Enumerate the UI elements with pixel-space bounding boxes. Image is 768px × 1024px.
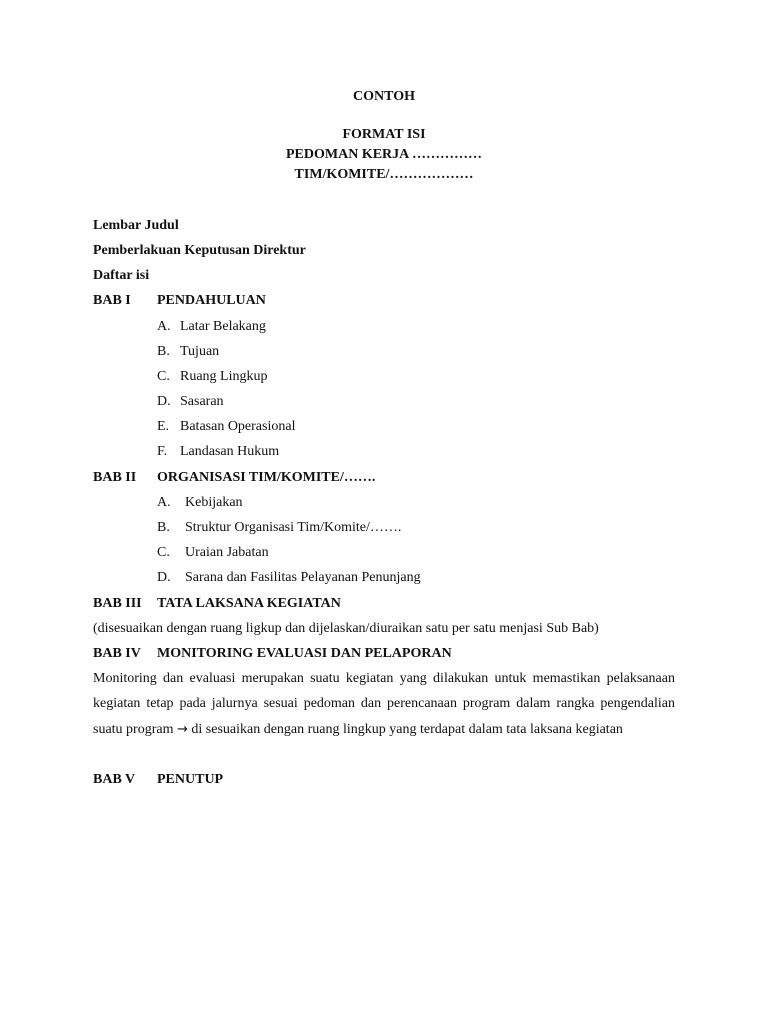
item-letter: C.: [157, 545, 170, 560]
item-letter: E.: [157, 419, 170, 434]
item-letter: F.: [157, 444, 168, 459]
item-text: Struktur Organisasi Tim/Komite/…….: [185, 520, 402, 535]
bab1-item: [157, 393, 224, 411]
bab1-item: [157, 318, 266, 336]
item-letter: D.: [157, 394, 171, 409]
bab1-heading: [93, 292, 266, 310]
bab4-title: MONITORING EVALUASI DAN PELAPORAN: [157, 646, 452, 661]
bab4-heading: [93, 645, 452, 663]
doc-label-contoh: CONTOH: [353, 89, 415, 104]
bab4-paragraph-part1: Monitoring dan evaluasi merupakan suatu kegiatan yang dilakukan untuk memastikan pelaksanaan kegiatan tetap pada jalurnya sesuai pedoman dan perencanaan program dalam rangka pengendalian suatu program: [93, 671, 675, 737]
bab2-title: ORGANISASI TIM/KOMITE/…….: [157, 470, 376, 485]
bab1-item: [157, 418, 295, 436]
bab1-number: BAB I: [93, 293, 131, 308]
item-letter: A.: [157, 319, 171, 334]
bab2-number: BAB II: [93, 470, 137, 485]
bab4-number: BAB IV: [93, 646, 141, 661]
item-letter: B.: [157, 520, 170, 535]
bab4-paragraph-part2: di sesuaikan dengan ruang lingkup yang terdapat dalam tata laksana kegiatan: [191, 721, 623, 737]
bab1-item: [157, 443, 279, 461]
front-lembar-judul: Lembar Judul: [93, 218, 179, 233]
doc-title-pedoman: PEDOMAN KERJA ……………: [286, 147, 482, 162]
bab1-item: [157, 368, 268, 386]
item-text: Latar Belakang: [180, 319, 266, 334]
item-text: Ruang Lingkup: [180, 369, 268, 384]
item-text: Kebijakan: [185, 495, 243, 510]
bab2-item: [157, 494, 243, 512]
bab3-note: (disesuaikan dengan ruang ligkup dan dijelaskan/diuraikan satu per satu menjasi Sub Bab): [93, 621, 599, 636]
right-arrow-icon: →: [176, 721, 188, 737]
bab5-number: BAB V: [93, 772, 136, 787]
bab5-title: PENUTUP: [157, 772, 224, 787]
item-text: Sarana dan Fasilitas Pelayanan Penunjang: [185, 570, 421, 585]
item-letter: C.: [157, 369, 170, 384]
bab1-title: PENDAHULUAN: [157, 293, 266, 308]
front-pemberlakuan: Pemberlakuan Keputusan Direktur: [93, 243, 306, 258]
bab4-paragraph: [93, 666, 675, 742]
bab3-title: TATA LAKSANA KEGIATAN: [157, 596, 341, 611]
bab3-number: BAB III: [93, 596, 142, 611]
item-text: Batasan Operasional: [180, 419, 296, 434]
bab1-item: [157, 343, 219, 361]
bab2-item: [157, 544, 269, 562]
bab3-heading: [93, 595, 341, 613]
item-text: Sasaran: [180, 394, 224, 409]
item-text: Landasan Hukum: [180, 444, 280, 459]
doc-title-format: FORMAT ISI: [342, 127, 426, 142]
bab5-heading: [93, 771, 223, 789]
item-letter: A.: [157, 495, 171, 510]
item-text: Tujuan: [180, 344, 220, 359]
bab2-item: [157, 519, 401, 537]
bab2-item: [157, 569, 421, 587]
bab2-heading: [93, 469, 375, 487]
item-text: Uraian Jabatan: [185, 545, 269, 560]
doc-title-tim: TIM/KOMITE/………………: [294, 167, 474, 182]
item-letter: D.: [157, 570, 171, 585]
item-letter: B.: [157, 344, 170, 359]
front-daftar-isi: Daftar isi: [93, 268, 150, 283]
